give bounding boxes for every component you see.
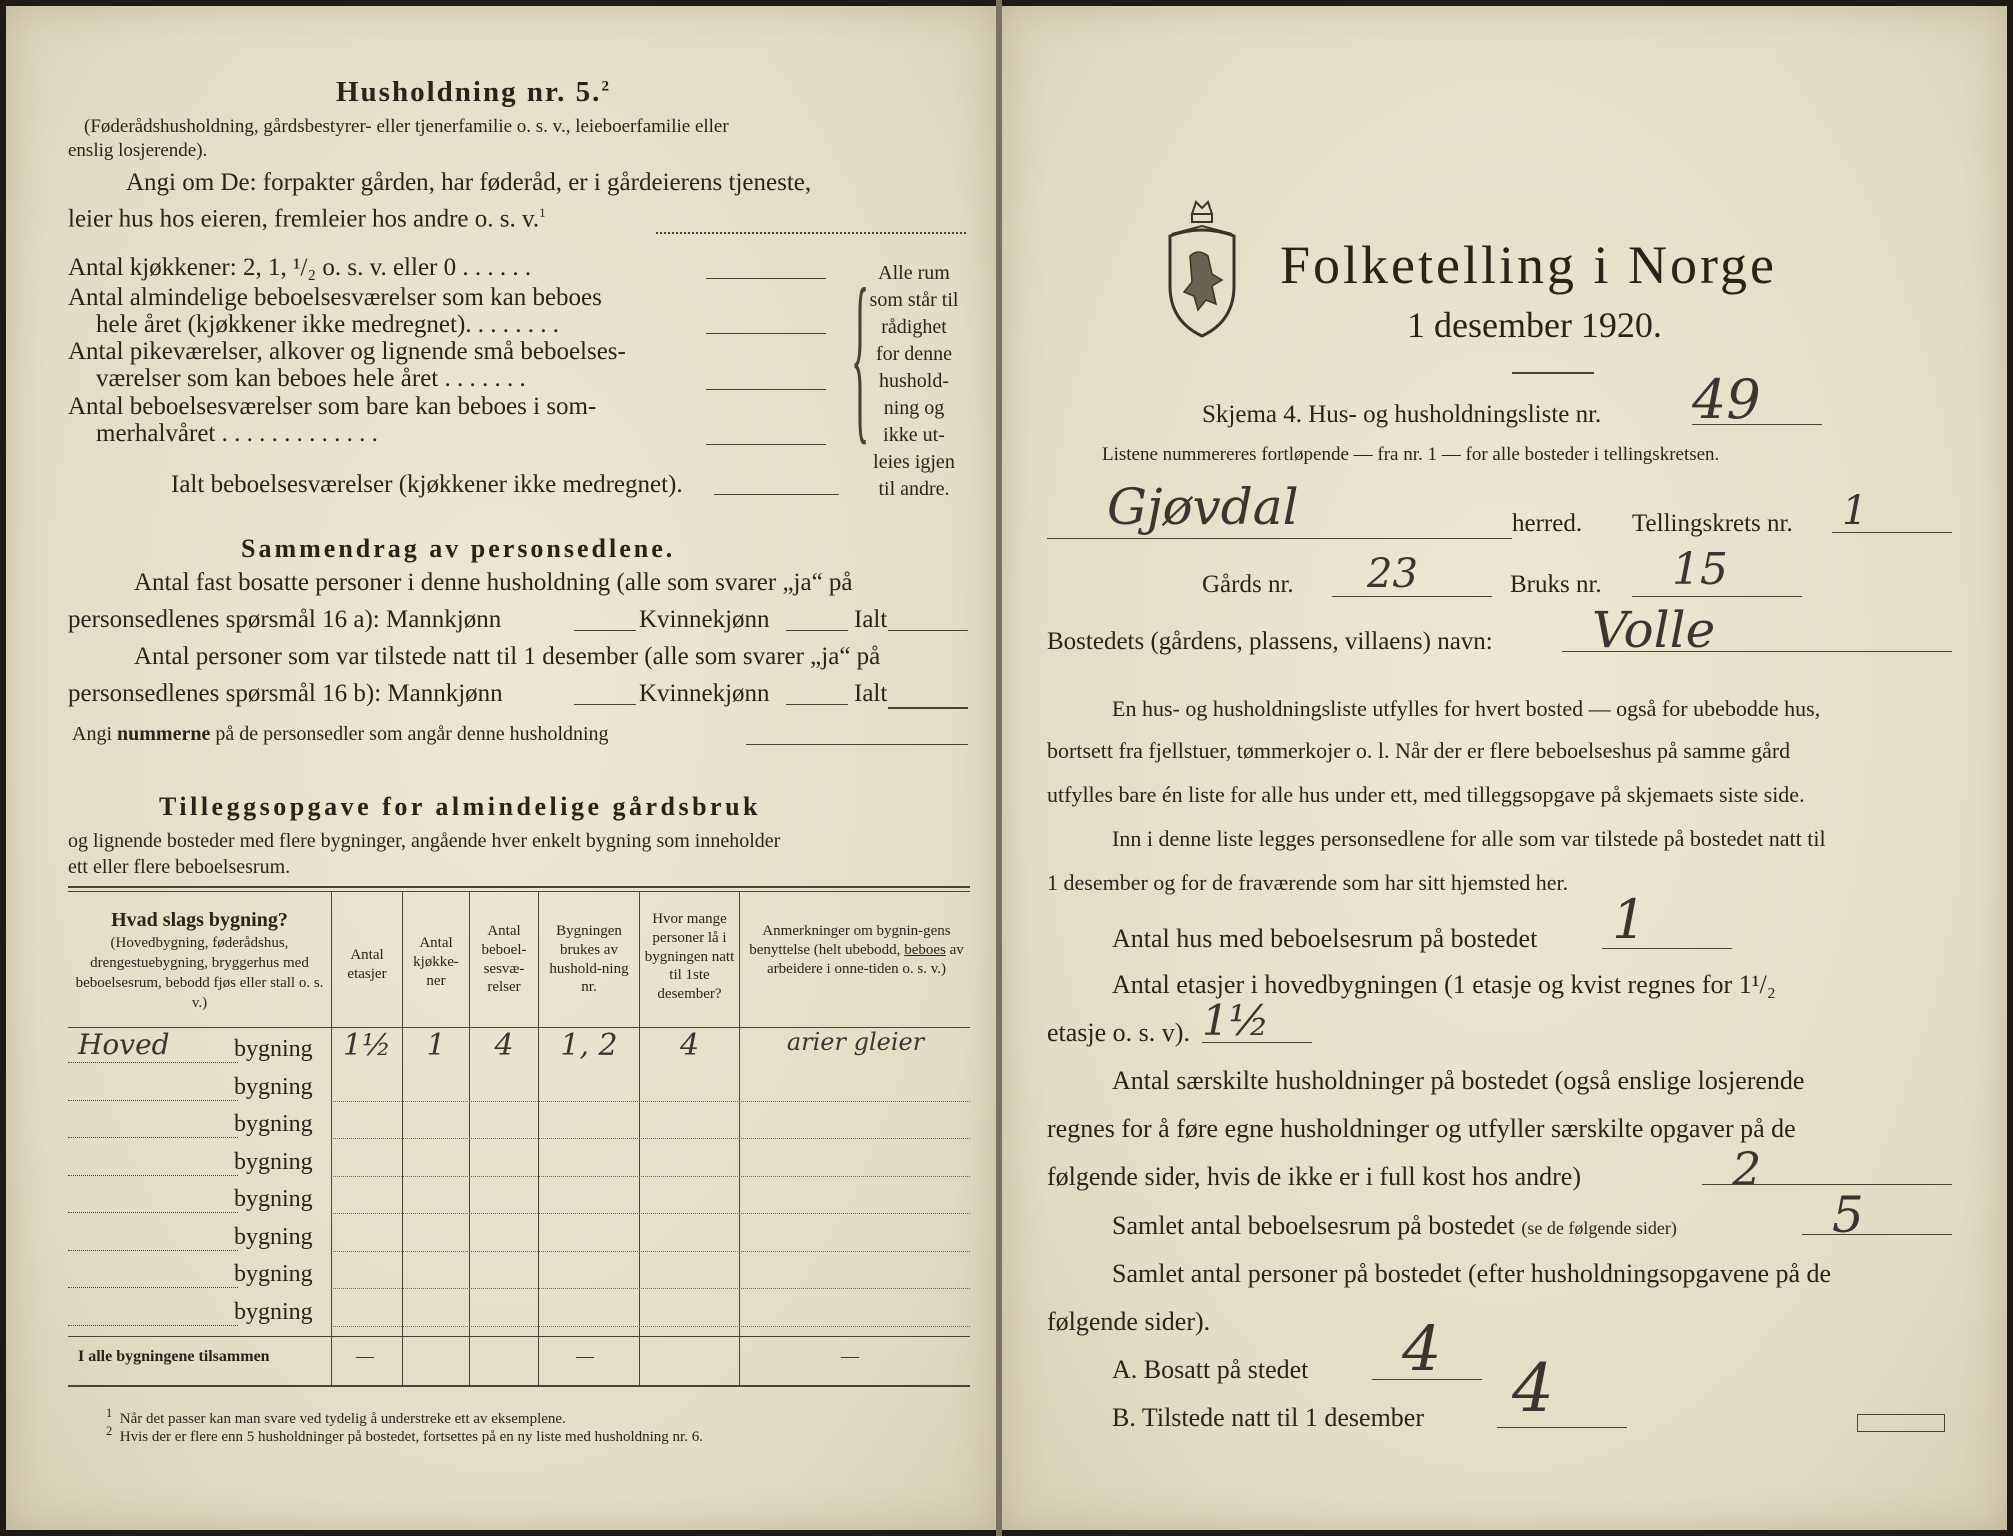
building-row-label: bygning	[234, 1073, 313, 1100]
total-rooms-line	[714, 494, 839, 495]
rooms-total-label: Samlet antal beboelsesrum på bostedet (se de følgende sider)	[1112, 1211, 1677, 1240]
households-answer-line	[1702, 1184, 1952, 1185]
building-row-label: bygning	[234, 1261, 313, 1287]
row-rule	[331, 1138, 970, 1139]
total-row-label: I alle bygningene tilsammen	[78, 1348, 270, 1365]
small-rooms-line	[706, 389, 826, 390]
resident-line	[1372, 1379, 1482, 1380]
coat-of-arms-icon	[1162, 196, 1242, 346]
persons-line-2: følgende sider).	[1047, 1307, 1211, 1336]
table-top-rule	[68, 886, 970, 888]
resident-value: 4	[1402, 1312, 1442, 1385]
households-line-1: Antal særskilte husholdninger på bostedet (også enslige losjerende	[1112, 1066, 1805, 1095]
side-note: Alle rum som står til rådighet for denne hushold- ning og ikke ut- leies igjen til andre.	[869, 262, 959, 500]
houses-line	[1602, 948, 1732, 949]
building-name-line	[68, 1287, 238, 1288]
floors-line-1: Antal etasjer i hovedbygningen (1 etasje og kvist regnes for 1¹/₂	[1112, 970, 1776, 999]
summary-a-1: Antal fast bosatte personer i denne husholdning (alle som svarer „ja“ på	[134, 569, 853, 596]
header-floors: Antal etasjer	[347, 947, 387, 982]
cell-kitchens: 1	[426, 1028, 446, 1063]
bruks-line	[1632, 596, 1802, 597]
households-value: 2	[1732, 1142, 1762, 1196]
ask-line-1: Angi om De: forpakter gården, har føderåd, er i gårdeierens tjeneste,	[126, 169, 812, 196]
instruction-5: 1 desember og for de fraværende som har sitt hjemsted her.	[1047, 870, 1569, 895]
rooms-total-line	[1802, 1234, 1952, 1235]
header-remarks: Anmerkninger om bygnin-gens benyttelse (helt ubebodd, beboes av arbeidere i onne-tiden o. s. v.)	[749, 923, 964, 977]
instruction-1: En hus- og husholdningsliste utfylles for hvert bosted — også for ubebodde hus,	[1112, 696, 1821, 721]
building-name-line	[68, 1250, 238, 1251]
bosted-value: Volle	[1592, 601, 1716, 659]
summary-b-total-line	[888, 707, 968, 709]
list-number: 49	[1692, 368, 1761, 431]
printer-stamp-icon	[1857, 1414, 1945, 1432]
summary-a-total-label: Ialt	[854, 606, 888, 633]
present-line	[1497, 1427, 1627, 1428]
krets-label: Tellingskrets nr.	[1632, 510, 1793, 537]
bosted-label: Bostedets (gårdens, plassens, villaens) navn:	[1047, 628, 1493, 655]
small-rooms-1: Antal pikeværelser, alkover og lignende små beboelses-	[68, 338, 626, 365]
cell-household: 1, 2	[560, 1028, 618, 1063]
building-row-label: bygning	[234, 1036, 313, 1062]
ordinary-rooms-1: Antal almindelige beboelsesværelser som kan beboes	[68, 284, 602, 311]
header-building: Hvad slags bygning? (Hovedbygning, føderådshus, drengestuebygning, bryggerhus med beboelsesrum, bebodd fjøs eller stall o. s. v.)	[75, 909, 324, 1011]
row-rule	[331, 1176, 970, 1177]
summary-a-2: personsedlenes spørsmål 16 a): Mannkjønn	[68, 606, 502, 633]
instruction-3: utfylles bare én liste for alle hus under ett, med tilleggsopgave på skjemaets siste side.	[1047, 782, 1805, 807]
summer-rooms-2: merhalvåret . . . . . . . . . . . . .	[96, 420, 378, 447]
summary-b-2: personsedlenes spørsmål 16 b): Mannkjønn	[68, 680, 503, 707]
schema-label: Skjema 4. Hus- og husholdningsliste nr.	[1202, 401, 1602, 428]
numbers-answer-line	[746, 744, 968, 745]
numbers-line: Angi nummerne på de personsedler som angår denne husholdning	[72, 723, 609, 745]
household-intro-2: enslig losjerende).	[68, 140, 208, 161]
table-top-rule-2	[68, 891, 970, 892]
summary-b-female-line	[786, 704, 848, 705]
gards-label: Gårds nr.	[1202, 571, 1294, 598]
building-name-line	[68, 1212, 238, 1213]
total-household-dash: —	[576, 1346, 594, 1366]
houses-label: Antal hus med beboelsesrum på bostedet	[1112, 924, 1538, 953]
building-row-label: bygning	[234, 1298, 313, 1325]
instruction-2: bortsett fra fjellstuer, tømmerkojer o. l. Når der er flere beboelseshus på samme gård	[1047, 738, 1791, 763]
main-title: Folketelling i Norge	[1280, 235, 1777, 295]
summary-b-total-label: Ialt	[854, 680, 888, 707]
summary-b-1: Antal personer som var tilstede natt til 1 desember (alle som svarer „ja“ på	[134, 643, 881, 670]
summary-a-female-label: Kvinnekjønn	[639, 606, 770, 633]
households-line-3: følgende sider, hvis de ikke er i full kost hos andre)	[1047, 1162, 1581, 1191]
summary-title: Sammendrag av personsedlene.	[241, 534, 676, 563]
table-bottom-rule	[68, 1385, 970, 1387]
footnote-2: $^2$ Hvis der er flere enn 5 husholdninger på bostedet, fortsettes på en ny liste med husholdning nr. 6.	[106, 1424, 703, 1445]
gards-value: 23	[1367, 551, 1418, 597]
row-rule	[331, 1288, 970, 1289]
herred-label: herred.	[1512, 510, 1583, 537]
header-kitchens: Antal kjøkke-ner	[413, 935, 459, 989]
herred-value: Gjøvdal	[1107, 478, 1299, 536]
building-row-label: bygning	[234, 1186, 313, 1212]
ordinary-rooms-line	[706, 333, 826, 334]
total-rooms-label: Ialt beboelsesværelser (kjøkkener ikke medregnet).	[171, 471, 683, 498]
building-row-label: bygning	[234, 1223, 313, 1250]
houses-value: 1	[1612, 888, 1647, 951]
building-name-line	[68, 1175, 238, 1176]
households-line-2: regnes for å føre egne husholdninger og utfyller særskilte opgaver på de	[1047, 1114, 1796, 1143]
floors-answer-line	[1202, 1042, 1312, 1043]
total-remarks-dash: —	[841, 1346, 859, 1366]
building-row-label: bygning	[234, 1111, 313, 1137]
building-name-line	[68, 1137, 238, 1138]
supplement-title: Tilleggsopgave for almindelige gårdsbruk	[159, 792, 762, 821]
kitchens-line	[706, 278, 826, 279]
summer-rooms-1: Antal beboelsesværelser som bare kan beboes i som-	[68, 393, 597, 420]
census-date: 1 desember 1920.	[1407, 305, 1662, 345]
gards-line	[1332, 596, 1492, 597]
supplement-line-1: og lignende bosteder med flere bygninger, angående hver enkelt bygning som inneholder	[68, 830, 781, 852]
footnote-1: $^1$ Når det passer kan man svare ved tydelig å understreke ett av eksemplene.	[106, 1406, 566, 1427]
herred-line	[1047, 538, 1512, 539]
small-rooms-2: værelser som kan beboes hele året . . . . . . .	[96, 365, 526, 392]
household-title: Husholdning nr. 5.$^2$	[336, 76, 611, 108]
total-floors-dash: —	[356, 1346, 374, 1366]
title-rule	[1512, 372, 1594, 374]
table-total-rule	[68, 1336, 970, 1337]
persons-line-1: Samlet antal personer på bostedet (efter husholdningsopgavene på de	[1112, 1259, 1832, 1288]
floors-value: 1½	[1202, 996, 1270, 1045]
household-intro-1: (Føderådshusholdning, gårdsbestyrer- eller tjenerfamilie o. s. v., leieboerfamilie eller	[84, 116, 729, 137]
kitchens-label: Antal kjøkkener: 2, 1, ¹/₂ o. s. v. eller 0 . . . . . .	[68, 254, 532, 281]
instruction-4: Inn i denne liste legges personsedlene for alle som var tilstede på bostedet natt til	[1112, 826, 1826, 851]
summer-rooms-line	[706, 444, 826, 445]
bruks-label: Bruks nr.	[1510, 571, 1602, 598]
cell-remarks: arier gleier	[786, 1028, 925, 1056]
left-page	[6, 6, 996, 1530]
summary-a-total-line	[888, 630, 968, 631]
summary-b-male-line	[574, 704, 636, 705]
present-value: 4	[1512, 1350, 1554, 1427]
ask-answer-line	[656, 232, 966, 234]
building-name-line	[68, 1100, 238, 1101]
present-label: B. Tilstede natt til 1 desember	[1112, 1403, 1424, 1432]
supplement-line-2: ett eller flere beboelsesrum.	[68, 856, 291, 878]
header-rooms: Antal beboel-sesvæ-relser	[481, 923, 527, 996]
list-number-line	[1692, 424, 1822, 425]
numbering-note: Listene nummereres fortløpende — fra nr. 1 — for alle bosteder i tellingskretsen.	[1102, 444, 1720, 465]
header-used-by: Bygningen brukes av hushold-ning nr.	[549, 923, 629, 996]
ask-line-2: leier hus hos eieren, fremleier hos andre o. s. v.$^1$	[68, 205, 546, 233]
row-rule	[331, 1251, 970, 1252]
cell-persons: 4	[679, 1028, 700, 1063]
rooms-total-value: 5	[1832, 1186, 1864, 1244]
bruks-value: 15	[1672, 544, 1728, 595]
right-page	[1002, 6, 2007, 1530]
brace: {	[851, 254, 870, 464]
krets-value: 1	[1842, 488, 1868, 534]
cell-rooms: 4	[494, 1028, 514, 1063]
building-name-line	[68, 1325, 238, 1326]
krets-line	[1832, 532, 1952, 533]
summary-b-female-label: Kvinnekjønn	[639, 680, 770, 707]
building-name-line	[68, 1062, 238, 1063]
summary-a-female-line	[786, 630, 848, 631]
floors-line-2: etasje o. s. v).	[1047, 1018, 1190, 1047]
cell-floors: 1½	[342, 1028, 392, 1063]
bosted-line	[1562, 651, 1952, 652]
building-row-label: bygning	[234, 1148, 313, 1175]
summary-a-male-line	[574, 630, 636, 631]
ordinary-rooms-2: hele året (kjøkkener ikke medregnet). . . . . . . .	[96, 311, 560, 338]
row-rule	[331, 1213, 970, 1214]
building-name: Hoved	[78, 1028, 170, 1061]
resident-label: A. Bosatt på stedet	[1112, 1355, 1309, 1384]
row-rule	[331, 1101, 970, 1102]
row-rule	[331, 1326, 970, 1327]
header-persons: Hvor mange personer lå i bygningen natt til 1ste desember?	[644, 911, 735, 1002]
